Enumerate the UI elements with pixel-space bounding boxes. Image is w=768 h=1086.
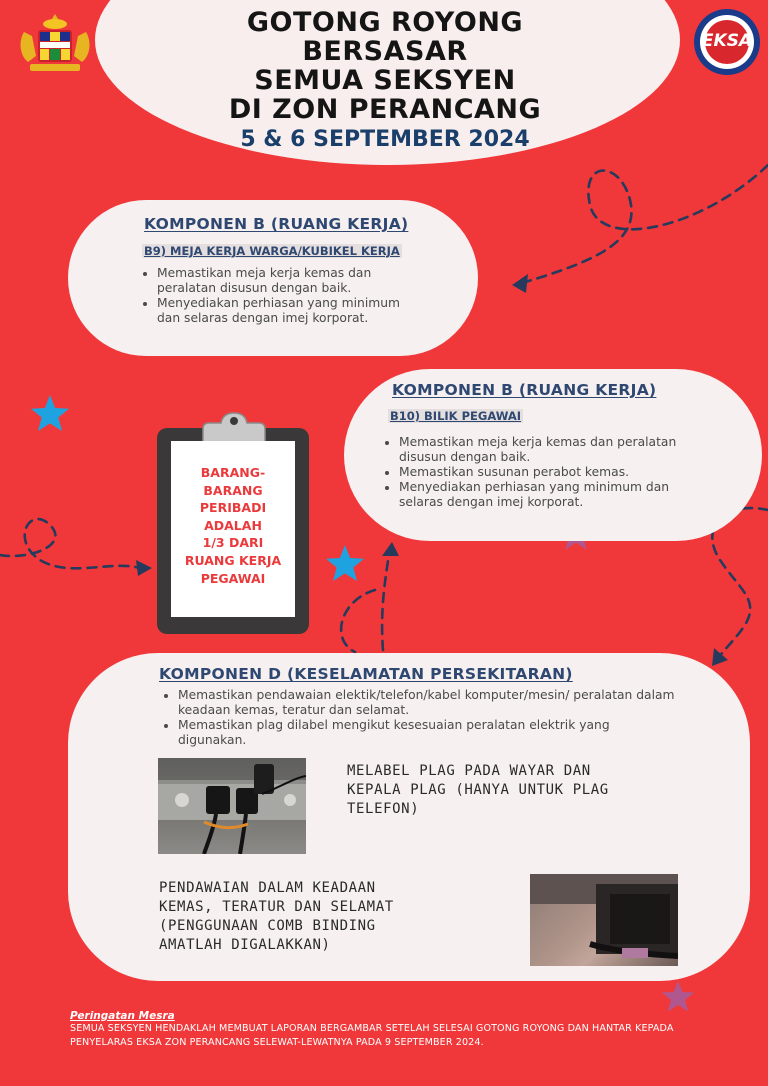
dashed-loop-left	[0, 519, 140, 568]
title-line-2: BERSASAR	[302, 36, 468, 67]
d-bullet-list	[162, 688, 678, 748]
b10-bullet-2: • Memastikan susunan perabot kemas.	[399, 465, 679, 480]
arrow-head-left	[136, 560, 152, 576]
title-line-3: SEMUA SEKSYEN	[254, 65, 516, 96]
b9-bullet-1: • Memastikan meja kerja kemas dan peralatan disusun dengan baik.	[157, 266, 417, 296]
star-purple-bottom	[662, 981, 694, 1012]
clipboard-note	[171, 464, 295, 587]
star-blue-left	[31, 395, 69, 431]
clipboard-line-2: BARANG	[203, 482, 263, 498]
b10-bullet-list	[383, 435, 679, 510]
arrow-head-top-right	[512, 274, 528, 293]
caption2-line-3: (PENGGUNAAN COMB BINDING	[159, 918, 376, 934]
title-line-4: DI ZON PERANCANG	[228, 94, 542, 125]
b10-heading: KOMPONEN B (RUANG KERJA)	[392, 381, 657, 399]
b10-bullet-3: • Menyediakan perhiasan yang minimum dan selaras dengan imej korporat.	[399, 480, 679, 510]
dashed-loop-center	[382, 548, 390, 650]
panel-b10	[344, 369, 762, 541]
caption2-line-2: KEMAS, TERATUR DAN SELAMAT	[159, 899, 394, 915]
b9-bullet-2: • Menyediakan perhiasan yang minimum dan selaras dengan imej korporat.	[157, 296, 417, 326]
clipboard-line-1: BARANG-	[200, 465, 266, 480]
clipboard-line-3: PERIBADI	[199, 500, 267, 516]
eksa-logo-text: EKSA	[701, 31, 753, 51]
b9-bullet-list	[141, 266, 417, 326]
caption1-line-3: TELEFON)	[347, 801, 420, 817]
caption2-line-4: AMATLAH DIGALAKKAN)	[159, 937, 331, 953]
caption-tidy-wiring	[159, 879, 394, 955]
b9-heading: KOMPONEN B (RUANG KERJA)	[144, 215, 409, 233]
dashed-loop-top-right	[522, 165, 768, 283]
arrow-head-center	[382, 542, 399, 556]
eksa-logo	[693, 8, 761, 76]
caption-label-plugs	[347, 762, 609, 819]
d-heading: KOMPONEN D (KESELAMATAN PERSEKITARAN)	[159, 665, 573, 683]
plugs-photo-illustration	[158, 758, 306, 854]
clipboard-line-5: 1/3 DARI	[202, 535, 264, 551]
dashed-arc-center-left	[341, 590, 375, 652]
caption2-line-1: PENDAWAIAN DALAM KEADAAN	[159, 880, 376, 896]
d-bullet-2: • Memastikan plag dilabel mengikut kesesuaian peralatan elektrik yang digunakan.	[178, 718, 678, 748]
clipboard-line-4: ADALAH	[204, 517, 262, 533]
clipboard-line-7: PEGAWAI	[200, 570, 266, 586]
wiring-photo-illustration	[530, 874, 678, 966]
event-date: 5 & 6 SEPTEMBER 2024	[240, 127, 530, 152]
b10-subheading: B10) BILIK PEGAWAI	[390, 409, 522, 423]
clipboard-line-6: RUANG KERJA	[184, 552, 282, 568]
dashed-loop-right	[712, 508, 768, 660]
photo-labelled-plugs	[158, 758, 306, 854]
footer-text: SEMUA SEKSYEN HENDAKLAH MEMBUAT LAPORAN BERGAMBAR SETELAH SELESAI GOTONG ROYONG DAN HANTAR KEPADA PENYELARAS EKSA ZON PERANCANG SELEWAT-LEWATNYA PADA 9 SEPTEMBER 2024.	[70, 1023, 674, 1048]
coat-of-arms-logo	[14, 12, 96, 76]
d-bullet-1: • Memastikan pendawaian elektik/telefon/kabel komputer/mesin/ peralatan dalam keadaan kemas, teratur dan selamat.	[178, 688, 678, 718]
b10-bullet-1: • Memastikan meja kerja kemas dan peralatan disusun dengan baik.	[399, 435, 679, 465]
star-blue-center	[326, 545, 364, 581]
page-title	[160, 8, 610, 124]
caption1-line-1: MELABEL PLAG PADA WAYAR DAN	[347, 763, 591, 779]
panel-b9	[68, 200, 478, 356]
caption1-line-2: KEPALA PLAG (HANYA UNTUK PLAG	[347, 782, 609, 798]
title-line-1: GOTONG ROYONG	[246, 7, 524, 38]
photo-tidy-wiring	[530, 874, 678, 966]
arrow-head-right	[712, 648, 728, 666]
b9-subheading: B9) MEJA KERJA WARGA/KUBIKEL KERJA	[144, 244, 400, 258]
footer-heading: Peringatan Mesra	[70, 1010, 175, 1022]
